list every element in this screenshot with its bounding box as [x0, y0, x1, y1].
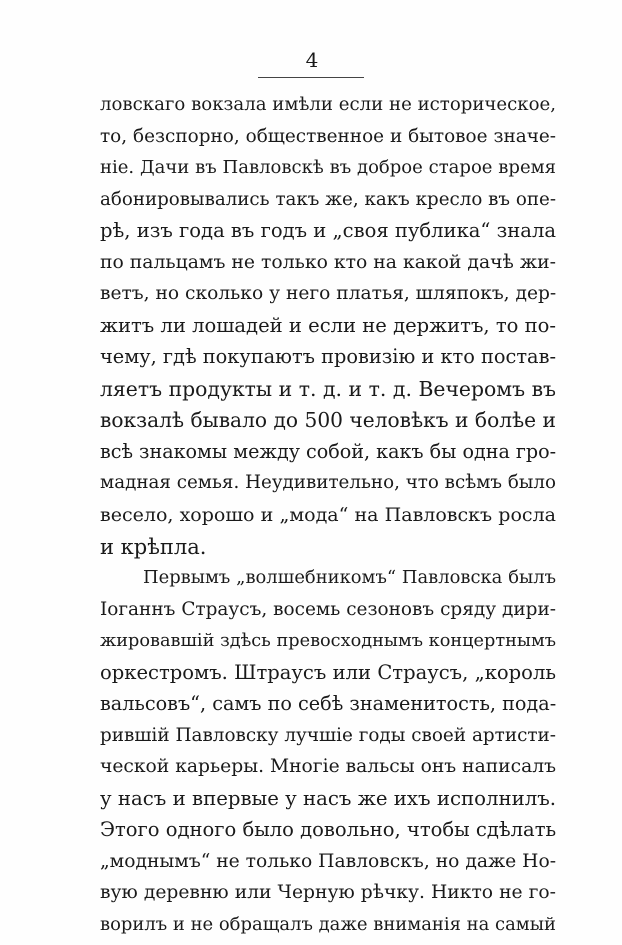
- text-line: ляетъ продукты и т. д. и т. д. Вечеромъ въ: [100, 376, 556, 401]
- text-line: ворилъ и не обращалъ даже вниманія на самый: [100, 914, 557, 935]
- text-line: жировавшій здѣсь превосходнымъ концертнымъ: [100, 631, 556, 652]
- text-line: мадная семья. Неудивительно, что всѣмъ было: [100, 472, 556, 494]
- text-line: вокзалѣ бывало до 500 человѣкъ и болѣе и: [100, 408, 556, 433]
- text-line: Этого одного было довольно, чтобы сдѣлать: [100, 818, 557, 842]
- text-line: всѣ знакомы между собой, какъ бы одна гро-: [100, 439, 557, 463]
- text-line: рившій Павловску лучшіе годы своей артисти-: [100, 724, 556, 746]
- text-line: оркестромъ. Штраусъ или Страусъ, „король: [100, 660, 556, 684]
- paragraph-first-line: Первымъ „волшебникомъ“ Павловска былъ: [143, 567, 556, 589]
- text-line: ческой карьеры. Многіе вальсы онъ написалъ: [100, 756, 556, 778]
- text-line: абонировывались такъ же, какъ кресло въ опе-: [100, 188, 556, 210]
- text-line: вальсовъ“, самъ по себѣ знаменитость, пода-: [100, 692, 557, 716]
- text-line: по пальцамъ не только кто на какой дачѣ жи-: [100, 251, 556, 273]
- text-line: ветъ, но сколько у него платья, шляпокъ, дер-: [100, 283, 557, 305]
- text-line: рѣ, изъ года въ годъ и „своя публика“ знала: [100, 219, 556, 243]
- text-line: то, безспорно, общественное и бытовое значе-: [100, 125, 556, 147]
- page-number: 4: [305, 48, 319, 72]
- header-rule: [258, 77, 364, 78]
- text-line: „моднымъ“ не только Павловскъ, но даже Но-: [100, 850, 557, 872]
- text-line: ловскаго вокзала имѣли если не историческое,: [100, 94, 557, 115]
- text-line: Іоганнъ Страусъ, восемь сезоновъ сряду дири-: [100, 598, 556, 620]
- text-line: вую деревню или Черную рѣчку. Никто не го-: [100, 882, 556, 904]
- text-line: весело, хорошо и „мода“ на Павловскъ росла: [100, 504, 556, 526]
- text-line: у насъ и впервые у насъ же ихъ исполнилъ.: [100, 786, 556, 810]
- text-line: ніе. Дачи въ Павловскѣ въ доброе старое время: [100, 157, 556, 179]
- text-line: чему, гдѣ покупаютъ провизію и кто постав-: [100, 345, 556, 369]
- paragraph-last-line: и крѣпла.: [100, 534, 207, 559]
- text-line: житъ ли лошадей и если не держитъ, то по-: [100, 313, 556, 337]
